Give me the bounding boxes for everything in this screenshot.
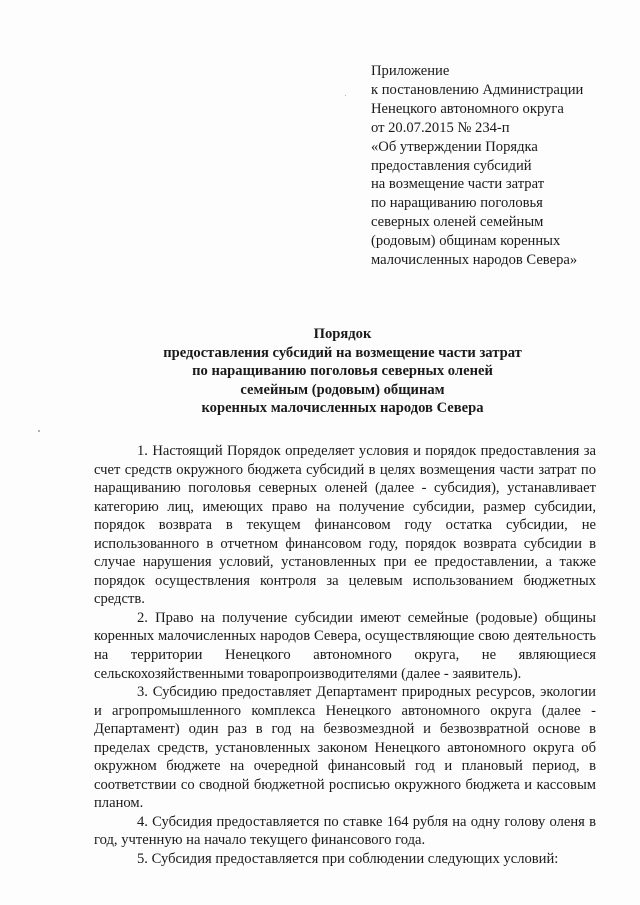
paragraph-5 bbox=[94, 850, 596, 869]
appendix-line: предоставления субсидий bbox=[371, 157, 532, 174]
paragraph-text: Субсидия предоставляется при соблюдении следующих условий: bbox=[151, 851, 559, 868]
title-line: предоставления субсидий на возмещение части затрат bbox=[163, 344, 522, 361]
appendix-line: «Об утверждении Порядка bbox=[371, 138, 538, 155]
title-line: по наращиванию поголовья северных оленей bbox=[192, 363, 493, 380]
appendix-line: северных оленей семейным bbox=[371, 214, 544, 231]
paragraph-2 bbox=[94, 609, 596, 683]
title-line: Порядок bbox=[313, 326, 372, 342]
appendix-line: на возмещение части затрат bbox=[371, 176, 545, 193]
appendix-line: (родовым) общинам коренных bbox=[371, 233, 561, 250]
paragraph-number: 1. bbox=[137, 443, 148, 459]
scan-speck bbox=[38, 430, 40, 432]
document-title bbox=[90, 325, 595, 418]
appendix-line: к постановлению Администрации bbox=[371, 81, 584, 98]
paragraph-number: 3. bbox=[137, 684, 148, 701]
document-body bbox=[94, 442, 596, 869]
appendix-line: Приложение bbox=[371, 63, 450, 79]
paragraph-text: Право на получение субсидии имеют семейные (родовые) общины коренных малочисленных народов Севера, осуществляющие свою деятельность на территории Ненецкого автономного округа, не являющиеся сельскохозяйственными товаропроизводителями (далее - заявитель). bbox=[94, 609, 596, 682]
appendix-line: Ненецкого автономного округа bbox=[371, 100, 564, 117]
paragraph-1 bbox=[94, 442, 596, 609]
paragraph-text: Субсидия предоставляется по ставке 164 рубля на одну голову оленя в год, учтенную на начало текущего финансового года. bbox=[94, 813, 596, 849]
paragraph-3 bbox=[94, 683, 596, 813]
paragraph-4 bbox=[94, 813, 596, 850]
paragraph-text: Субсидию предоставляет Департамент природных ресурсов, экологии и агропромышленного комплекса Ненецкого автономного округа (далее - Департамент) один раз в год на безвозмездной и безвозвратной основе в пределах средств, установленных законом Ненецкого автономного округа об окружном бюджете на очередной финансовый год и плановый период, в соответствии со сводной бюджетной росписью окружного бюджета и кассовым планом. bbox=[94, 684, 596, 812]
title-line: коренных малочисленных народов Севера bbox=[201, 400, 484, 417]
paragraph-number: 5. bbox=[137, 851, 148, 868]
appendix-header bbox=[371, 62, 626, 270]
paragraph-text: Настоящий Порядок определяет условия и порядок предоставления за счет средств окружного бюджета субсидий в целях возмещения части затрат по наращиванию поголовья северных оленей (далее - субсидия), устанавливает категорию лиц, имеющих право на получение субсидии, размер субсидии, порядок возврата в текущем финансовом году остатка субсидии, не использованного в отчетном финансовом году, порядок возврата субсидии в случае нарушения условий, установленных при ее предоставлении, а также порядок осуществления контроля за целевым использованием бюджетных средств. bbox=[94, 443, 597, 608]
appendix-line: по наращиванию поголовья bbox=[371, 195, 543, 212]
paragraph-number: 2. bbox=[137, 609, 148, 626]
paragraph-number: 4. bbox=[137, 813, 148, 830]
scan-speck bbox=[345, 95, 346, 96]
appendix-line: малочисленных народов Севера» bbox=[371, 252, 578, 269]
title-line: семейным (родовым) общинам bbox=[240, 381, 445, 398]
appendix-line: от 20.07.2015 № 234-п bbox=[371, 119, 510, 136]
